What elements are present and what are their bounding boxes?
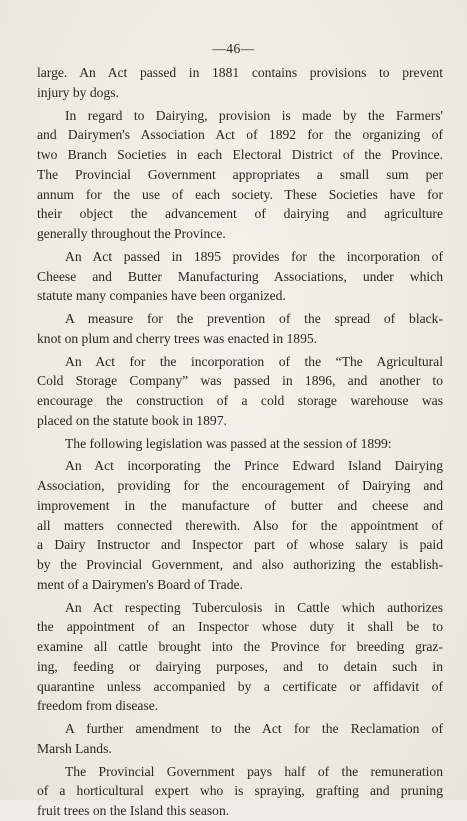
paragraph [37,762,443,821]
text-line: placed on the statute book in 1897. [37,412,227,428]
text-line: ing, feeding or dairying purposes, and to detain such in [37,658,443,674]
paragraph [37,598,443,717]
text-line: all matters connected therewith. Also for the appointment of [37,517,443,533]
text-line: An Act respecting Tuberculosis in Cattle which authorizes [65,599,443,615]
paragraph [37,309,443,349]
text-line: large. An Act passed in 1881 contains provisions to prevent [37,65,443,80]
paragraph [37,63,443,103]
text-line: The Provincial Government pays half of the remuneration [65,763,443,779]
text-line: by the Provincial Government, and also authorizing the establish- [37,557,443,572]
text-line: the appointment of an Inspector whose duty it shall be to [37,619,443,635]
paragraph [37,352,443,431]
text-line: quarantine unless accompanied by a certificate or affidavit of [37,678,443,694]
text-line: annum for the use of each society. These Societies have for [37,186,443,202]
paragraph [37,434,443,454]
text-line: A further amendment to the Act for the Reclamation of [65,721,443,736]
text-line: In regard to Dairying, provision is made by the Farmers' [65,107,443,123]
text-line: Marsh Lands. [37,740,112,756]
paragraph [37,456,443,594]
body-text [37,63,443,821]
text-line: improvement in the manufacture of butter and cheese and [37,497,443,513]
text-line: Cheese and Butter Manufacturing Associations, under which [37,268,443,284]
text-line: of a horticultural expert who is spraying, grafting and pruning [37,783,443,799]
text-line: freedom from disease. [37,698,159,714]
text-line: a Dairy Instructor and Inspector part of whose salary is paid [37,537,443,553]
text-line: A measure for the prevention of the spread of black- [65,311,443,326]
paragraph [37,106,443,244]
text-line: Association, providing for the encouragement of Dairying and [37,478,443,493]
text-line: The following legislation was passed at the session of 1899: [65,435,392,451]
text-line: knot on plum and cherry trees was enacted in 1895. [37,330,318,346]
text-line: generally throughout the Province. [37,226,226,241]
text-line: The Provincial Government appropriates a small sum per [37,166,443,182]
text-line: injury by dogs. [37,84,119,100]
text-line: their object the advancement of dairying and agriculture [37,206,443,222]
text-line: Cold Storage Company” was passed in 1896, and another to [37,373,443,389]
text-line: ment of a Dairymen's Board of Trade. [37,576,243,592]
paragraph [37,719,443,759]
text-line: statute many companies have been organized. [37,288,286,304]
text-line: encourage the construction of a cold storage warehouse was [37,393,443,408]
text-line: examine all cattle brought into the Province for breeding graz- [37,639,443,654]
text-line: An Act incorporating the Prince Edward Island Dairying [65,458,443,474]
text-line: fruit trees on the Island this season. [37,803,230,818]
page-number: —46— [212,41,255,56]
text-line: and Dairymen's Association Act of 1892 for the organizing of [37,127,443,143]
text-line: two Branch Societies in each Electoral District of the Province. [37,147,443,162]
text-line: An Act for the incorporation of the “The Agricultural [65,353,443,369]
text-line: An Act passed in 1895 provides for the incorporation of [65,248,443,264]
paragraph [37,247,443,306]
